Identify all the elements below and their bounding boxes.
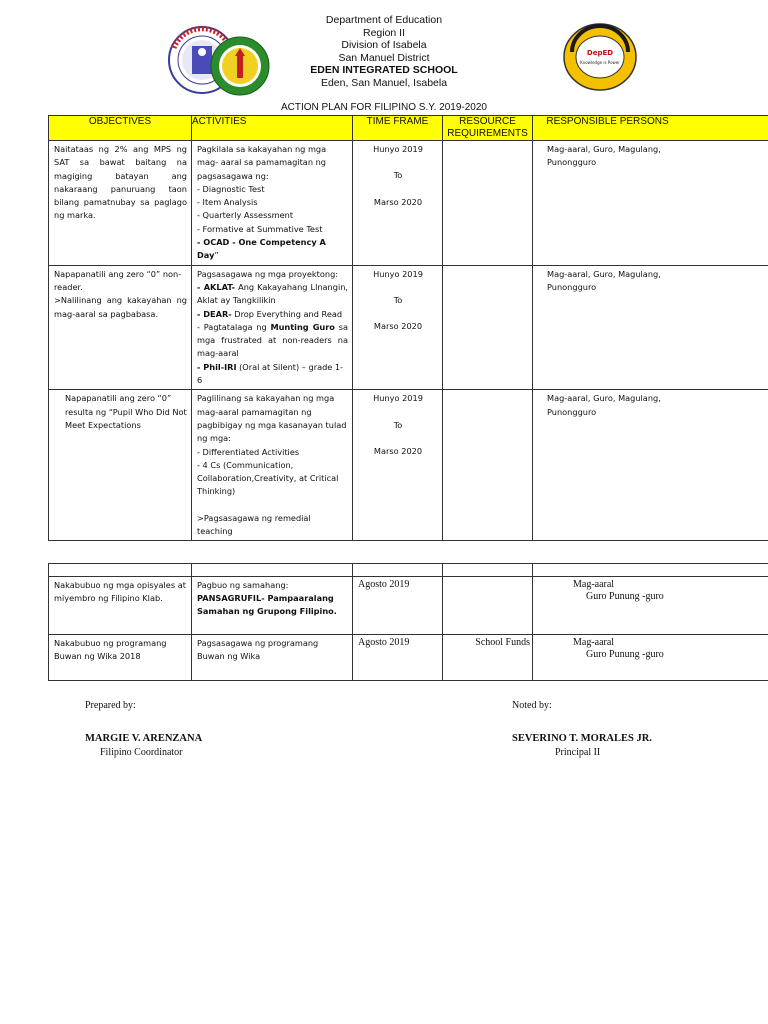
phil-iri-text: (Oral at Silent) – grade 1- 6 (197, 361, 344, 386)
club-activities-table (48, 563, 768, 681)
dear-label: - DEAR- (197, 308, 232, 319)
time-to: To (393, 294, 403, 305)
guro-prefix: - Pagtatalaga ng (197, 321, 271, 332)
table-row (49, 635, 768, 681)
resource-header: RESOURCE REQUIREMENTS (443, 116, 533, 141)
school-name: EDEN INTEGRATED SCHOOL (310, 64, 458, 77)
resource-cell: School Funds (475, 637, 530, 648)
aklat-text: Ang Kakayahang Llnangin, Aklat ay Tangkilikin (197, 281, 349, 306)
persons-header: RESPONSIBLE PERSONS (533, 116, 768, 141)
activity-cell (192, 266, 352, 390)
prepared-by-name: MARGIE V. ARENZANA (85, 733, 203, 744)
objective-line: >Nalilinang ang kakayahan ng mag-aaral sa pagbabasa. (54, 295, 187, 319)
activity-cell (192, 390, 352, 540)
pansagrufil-label: PANSAGRUFIL- Pampaaralang Samahan ng Grupong Filipino. (197, 593, 337, 616)
division-name: Division of Isabela (341, 39, 427, 52)
activity-item: - Quarterly Assessment (197, 210, 294, 221)
resource-cell (443, 390, 532, 394)
activity-intro: Paglilinang sa kakayahan ng mga mag-aaral pamamagitan ng pagbibigay ng mga kasanayan tulad ng mga: (197, 393, 347, 444)
noted-by-name: SEVERINO T. MORALES JR. (512, 733, 652, 744)
noted-by-label: Noted by: (512, 700, 552, 711)
resource-cell (443, 577, 532, 581)
svg-text:DepED: DepED (586, 49, 614, 57)
svg-text:Knowledge is Power: Knowledge is Power (580, 60, 620, 65)
objective-cell: Nakabubuo ng programang Buwan ng Wika 2018 (54, 638, 167, 661)
resource-cell (443, 141, 532, 145)
activity-item: - 4 Cs (Communication, Collaboration,Creativity, at Critical Thinking) (197, 459, 339, 497)
persons-line: Mag-aaral (573, 637, 615, 648)
activity-item: - Item Analysis (197, 197, 258, 208)
time-start: Hunyo 2019 (373, 393, 423, 404)
objective-cell: Napapanatili ang zero “0” resulta ng “Pupil Who Did Not Meet Expectations (65, 393, 187, 430)
persons-line: Mag-aaral (573, 579, 615, 590)
activity-item (197, 361, 348, 388)
time-frame-cell (353, 390, 442, 460)
noted-by-title: Principal II (555, 747, 601, 758)
region-name: Region II (362, 26, 406, 39)
persons-cell (533, 635, 768, 663)
objective-cell: Naitataas ng 2% ang MPS ng SAT sa bawat baitang na magiging batayan ang nakaraang panuruang taon bilang pamatnubay sa paglago ng marka. (54, 144, 187, 221)
resource-cell (443, 266, 532, 270)
activity-item (197, 236, 348, 263)
activity-item: >Pagsasagawa ng remedial teaching (197, 512, 311, 537)
activity-intro: Pagsasagawa ng mga proyektong: (197, 268, 339, 279)
activity-item: - Formative at Summative Test (197, 223, 323, 234)
time-frame-cell (353, 141, 442, 211)
persons-cell: Mag-aaral, Guro, Magulang, Punongguro (547, 268, 661, 292)
objective-cell (49, 266, 191, 323)
table-header-row (49, 116, 768, 141)
school-seal-logo (562, 22, 638, 92)
time-end: Marso 2020 (373, 321, 423, 332)
dear-text: Drop Everything and Read (231, 308, 343, 319)
time-frame-cell: Agosto 2019 (358, 637, 410, 648)
activity-cell: Pagsasagawa ng programang Buwan ng Wika (197, 638, 319, 661)
activities-header: ACTIVITIES (192, 116, 353, 141)
table-row (49, 265, 768, 390)
persons-line: Guro Punung -guro (586, 591, 664, 602)
persons-cell (533, 577, 768, 605)
time-frame-header: TIME FRAME (353, 116, 443, 141)
activity-intro: Pagbuo ng samahang: (197, 580, 289, 590)
time-start: Hunyo 2019 (373, 144, 423, 154)
district-name: San Manuel District (338, 51, 430, 64)
time-to: To (393, 419, 403, 430)
blank-header-row (49, 564, 768, 577)
time-frame-cell: Agosto 2019 (358, 579, 410, 590)
guro-text: sa mga frustrated at non-readers na mag-aaral (197, 321, 348, 359)
document-title: ACTION PLAN FOR FILIPINO S.Y. 2019-2020 (280, 102, 487, 113)
table-row (49, 141, 768, 266)
ocad-label: - OCAD - One Competency A Day (197, 237, 326, 261)
time-to: To (393, 170, 403, 181)
guro-label: Munting Guro (270, 321, 335, 332)
time-end: Marso 2020 (373, 445, 423, 456)
prepared-by-title: Filipino Coordinator (100, 747, 183, 758)
activity-intro: Pagkilala sa kakayahan ng mga mag- aaral sa pamamagitan ng pagsasagawa ng: (197, 144, 327, 181)
activity-item: - Differentiated Activities (197, 446, 300, 457)
objective-line: Napapanatili ang zero “0” non-reader. (54, 268, 182, 292)
table-row (49, 390, 768, 541)
prepared-by-label: Prepared by: (85, 700, 136, 711)
time-end: Marso 2020 (373, 196, 423, 207)
objectives-header: OBJECTIVES (49, 116, 192, 141)
activity-item (197, 308, 348, 321)
activity-cell (192, 141, 352, 265)
activity-item (197, 281, 348, 308)
time-start: Hunyo 2019 (373, 268, 423, 279)
activity-item (197, 321, 348, 361)
division-seal-logo (210, 36, 270, 96)
aklat-label: - AKLAT- (197, 281, 236, 292)
activity-cell (192, 577, 352, 620)
activity-item: - Diagnostic Test (197, 183, 265, 194)
persons-line: Guro Punung -guro (586, 649, 664, 660)
letterhead (0, 14, 768, 90)
objective-cell: Nakabubuo ng mga opisyales at miyembro ng Filipino Klab. (54, 580, 186, 603)
action-plan-table (48, 115, 768, 541)
ocad-quote: ” (214, 250, 219, 261)
phil-iri-label: - Phil-IRI (197, 361, 237, 372)
school-address: Eden, San Manuel, Isabela (320, 76, 448, 89)
table-row (49, 577, 768, 635)
persons-cell: Mag-aaral, Guro, Magulang, Punongguro (547, 393, 661, 417)
time-frame-cell (353, 266, 442, 336)
department-name: Department of Education (325, 14, 443, 26)
persons-cell: Mag-aaral, Guro, Magulang, Punongguro (547, 144, 661, 168)
